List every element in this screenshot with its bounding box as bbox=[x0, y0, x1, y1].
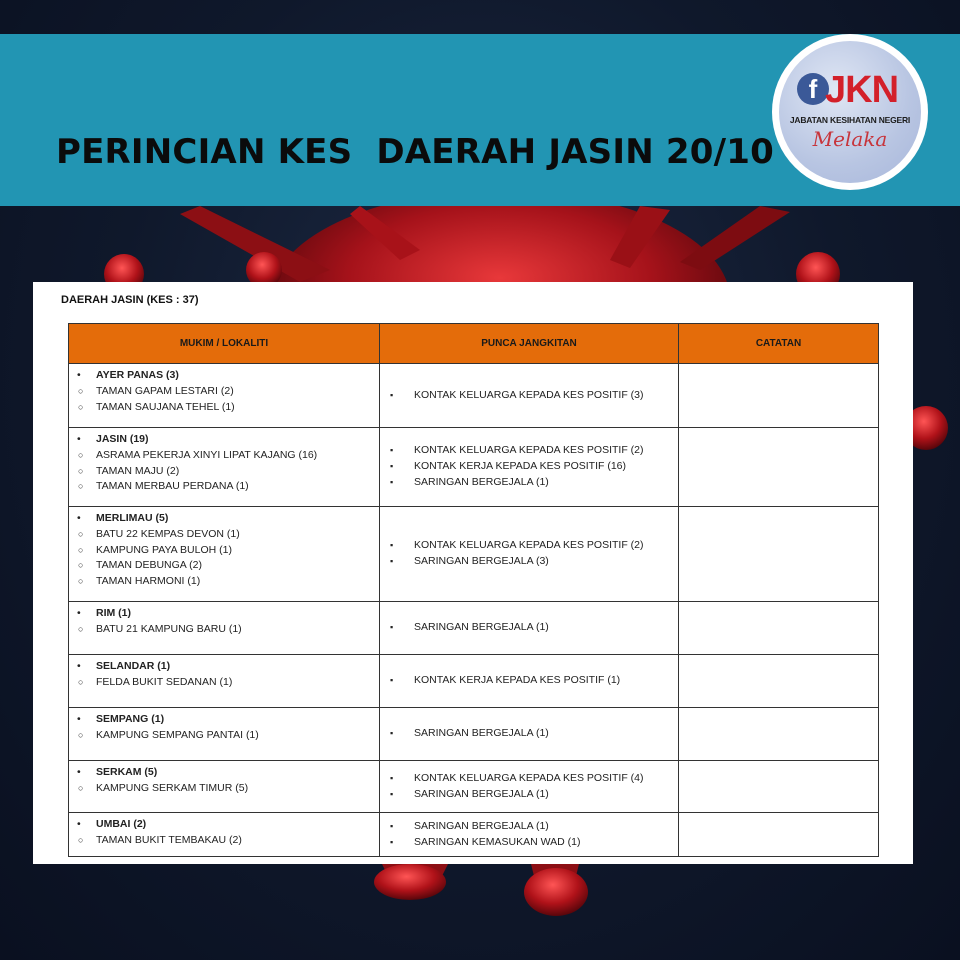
lokaliti-item bbox=[77, 384, 371, 400]
lokaliti-name: BATU 22 KEMPAS DEVON (1) bbox=[96, 527, 240, 540]
mukim-cell bbox=[69, 364, 380, 428]
table-row bbox=[69, 655, 879, 708]
punca-cell bbox=[380, 708, 679, 761]
lokaliti-name: TAMAN HARMONI (1) bbox=[96, 575, 201, 588]
logo-abbr: JKN bbox=[825, 69, 899, 111]
punca-text: KONTAK KELUARGA KEPADA KES POSITIF (2) bbox=[414, 539, 644, 552]
square-bullet-icon: ▪ bbox=[390, 675, 394, 686]
logo-state: Melaka bbox=[812, 127, 888, 151]
square-bullet-icon: ▪ bbox=[390, 820, 394, 831]
lokaliti-name: TAMAN DEBUNGA (2) bbox=[96, 559, 202, 572]
punca-text: SARINGAN BERGEJALA (1) bbox=[414, 819, 549, 832]
punca-cell bbox=[380, 761, 679, 813]
lokaliti-item bbox=[77, 448, 371, 464]
punca-item bbox=[388, 388, 670, 404]
square-bullet-icon: ▪ bbox=[390, 445, 394, 456]
punca-cell bbox=[380, 507, 679, 602]
mukim-name: SERKAM (5) bbox=[96, 766, 158, 778]
lokaliti-name: FELDA BUKIT SEDANAN (1) bbox=[96, 675, 233, 688]
mukim-name: SEMPANG (1) bbox=[96, 713, 165, 725]
circle-bullet-icon: ○ bbox=[78, 449, 84, 460]
punca-text: SARINGAN BERGEJALA (1) bbox=[414, 475, 549, 488]
bullet-icon: • bbox=[77, 766, 81, 778]
square-bullet-icon: ▪ bbox=[390, 556, 394, 566]
punca-text: KONTAK KERJA KEPADA KES POSITIF (16) bbox=[414, 460, 627, 473]
table-row bbox=[69, 364, 879, 428]
lokaliti-name: ASRAMA PEKERJA XINYI LIPAT KAJANG (16) bbox=[96, 448, 318, 461]
circle-bullet-icon: ○ bbox=[78, 834, 84, 845]
table-header-row bbox=[69, 324, 879, 364]
square-bullet-icon: ▪ bbox=[390, 476, 394, 487]
punca-item bbox=[388, 538, 670, 554]
punca-item bbox=[388, 620, 670, 636]
square-bullet-icon: ▪ bbox=[390, 772, 394, 783]
punca-text: SARINGAN KEMASUKAN WAD (1) bbox=[414, 835, 581, 848]
circle-bullet-icon: ○ bbox=[78, 481, 84, 492]
mukim-cell bbox=[69, 655, 380, 708]
lokaliti-name: TAMAN MERBAU PERDANA (1) bbox=[96, 480, 249, 493]
bullet-icon: • bbox=[77, 512, 81, 524]
circle-bullet-icon: ○ bbox=[78, 729, 84, 740]
square-bullet-icon: ▪ bbox=[390, 389, 394, 400]
mukim-line bbox=[77, 765, 371, 781]
mukim-cell bbox=[69, 507, 380, 602]
lokaliti-item bbox=[77, 675, 371, 691]
mukim-line bbox=[77, 817, 371, 833]
punca-item bbox=[388, 475, 670, 491]
catatan-cell bbox=[679, 761, 879, 813]
lokaliti-name: KAMPUNG SEMPANG PANTAI (1) bbox=[96, 728, 259, 741]
circle-bullet-icon: ○ bbox=[78, 385, 84, 396]
mukim-line bbox=[77, 712, 371, 728]
bullet-icon: • bbox=[77, 369, 81, 381]
punca-item bbox=[388, 554, 670, 570]
punca-text: SARINGAN BERGEJALA (1) bbox=[414, 621, 549, 634]
square-bullet-icon: ▪ bbox=[390, 540, 394, 551]
catatan-cell bbox=[679, 507, 879, 602]
catatan-cell bbox=[679, 655, 879, 708]
punca-item bbox=[388, 819, 670, 835]
mukim-line bbox=[77, 659, 371, 675]
lokaliti-item bbox=[77, 479, 371, 495]
mukim-cell bbox=[69, 602, 380, 655]
table-row bbox=[69, 813, 879, 857]
lokaliti-name: TAMAN BUKIT TEMBAKAU (2) bbox=[96, 833, 242, 846]
table-row bbox=[69, 708, 879, 761]
punca-text: KONTAK KELUARGA KEPADA KES POSITIF (4) bbox=[414, 771, 644, 784]
punca-text: SARINGAN BERGEJALA (3) bbox=[414, 555, 549, 567]
lokaliti-item bbox=[77, 464, 371, 480]
mukim-name: AYER PANAS (3) bbox=[96, 369, 179, 381]
lokaliti-name: TAMAN GAPAM LESTARI (2) bbox=[96, 384, 234, 397]
mukim-line bbox=[77, 606, 371, 622]
circle-bullet-icon: ○ bbox=[78, 401, 84, 412]
punca-item bbox=[388, 835, 670, 851]
lokaliti-name: BATU 21 KAMPUNG BARU (1) bbox=[96, 622, 242, 635]
punca-item bbox=[388, 726, 670, 742]
punca-item bbox=[388, 459, 670, 475]
mukim-line bbox=[77, 432, 371, 448]
circle-bullet-icon: ○ bbox=[78, 465, 84, 476]
document-heading: DAERAH JASIN (KES : 37) bbox=[61, 294, 199, 306]
lokaliti-item bbox=[77, 833, 371, 849]
mukim-name: MERLIMAU (5) bbox=[96, 512, 169, 524]
punca-cell bbox=[380, 602, 679, 655]
catatan-cell bbox=[679, 428, 879, 507]
punca-item bbox=[388, 771, 670, 787]
lokaliti-name: KAMPUNG SERKAM TIMUR (5) bbox=[96, 781, 249, 794]
table-body bbox=[69, 364, 879, 857]
table-row bbox=[69, 428, 879, 507]
catatan-cell bbox=[679, 364, 879, 428]
punca-item bbox=[388, 787, 670, 803]
lokaliti-name: TAMAN MAJU (2) bbox=[96, 464, 180, 477]
table-row bbox=[69, 761, 879, 813]
punca-item bbox=[388, 673, 670, 689]
punca-text: SARINGAN BERGEJALA (1) bbox=[414, 727, 549, 740]
bullet-icon: • bbox=[77, 607, 81, 619]
lokaliti-item bbox=[77, 400, 371, 416]
catatan-cell bbox=[679, 813, 879, 857]
bullet-icon: • bbox=[77, 433, 81, 445]
lokaliti-item bbox=[77, 728, 371, 744]
circle-bullet-icon: ○ bbox=[78, 544, 84, 555]
jkn-logo-badge bbox=[779, 41, 921, 183]
punca-cell bbox=[380, 813, 679, 857]
punca-text: KONTAK KELUARGA KEPADA KES POSITIF (2) bbox=[414, 444, 644, 457]
mukim-cell bbox=[69, 428, 380, 507]
lokaliti-name: KAMPUNG PAYA BULOH (1) bbox=[96, 543, 232, 556]
mukim-line bbox=[77, 368, 371, 384]
logo-name: JABATAN KESIHATAN NEGERI bbox=[789, 115, 911, 125]
lokaliti-item bbox=[77, 622, 371, 638]
mukim-name: RIM (1) bbox=[96, 607, 131, 619]
bullet-icon: • bbox=[77, 713, 81, 725]
table-row bbox=[69, 507, 879, 602]
circle-bullet-icon: ○ bbox=[78, 676, 84, 687]
case-table bbox=[68, 323, 879, 857]
punca-text: SARINGAN BERGEJALA (1) bbox=[414, 787, 549, 800]
facebook-icon: f bbox=[797, 73, 829, 105]
circle-bullet-icon: ○ bbox=[78, 560, 84, 571]
lokaliti-item bbox=[77, 558, 371, 574]
circle-bullet-icon: ○ bbox=[78, 576, 84, 587]
catatan-cell bbox=[679, 602, 879, 655]
bullet-icon: • bbox=[77, 660, 81, 672]
square-bullet-icon: ▪ bbox=[390, 461, 394, 472]
lokaliti-item bbox=[77, 527, 371, 543]
table-row bbox=[69, 602, 879, 655]
square-bullet-icon: ▪ bbox=[390, 836, 394, 847]
circle-bullet-icon: ○ bbox=[78, 623, 84, 634]
mukim-cell bbox=[69, 813, 380, 857]
lokaliti-name: TAMAN SAUJANA TEHEL (1) bbox=[96, 400, 235, 413]
square-bullet-icon: ▪ bbox=[390, 622, 394, 633]
column-header-catatan: CATATAN bbox=[679, 324, 879, 364]
punca-item bbox=[388, 443, 670, 459]
punca-cell bbox=[380, 428, 679, 507]
lokaliti-item bbox=[77, 781, 371, 797]
mukim-name: UMBAI (2) bbox=[96, 818, 147, 830]
punca-text: KONTAK KELUARGA KEPADA KES POSITIF (3) bbox=[414, 388, 644, 401]
case-document bbox=[33, 282, 913, 864]
square-bullet-icon: ▪ bbox=[390, 788, 394, 799]
square-bullet-icon: ▪ bbox=[390, 728, 394, 739]
circle-bullet-icon: ○ bbox=[78, 528, 84, 539]
circle-bullet-icon: ○ bbox=[78, 782, 84, 793]
column-header-mukim: MUKIM / LOKALITI bbox=[69, 324, 380, 364]
mukim-name: JASIN (19) bbox=[96, 433, 149, 445]
bullet-icon: • bbox=[77, 818, 81, 830]
catatan-cell bbox=[679, 708, 879, 761]
jkn-logo bbox=[772, 34, 928, 190]
mukim-cell bbox=[69, 761, 380, 813]
lokaliti-item bbox=[77, 543, 371, 559]
lokaliti-item bbox=[77, 574, 371, 590]
mukim-cell bbox=[69, 708, 380, 761]
punca-text: KONTAK KERJA KEPADA KES POSITIF (1) bbox=[414, 674, 621, 687]
mukim-name: SELANDAR (1) bbox=[96, 660, 171, 672]
punca-cell bbox=[380, 364, 679, 428]
punca-cell bbox=[380, 655, 679, 708]
mukim-line bbox=[77, 511, 371, 527]
column-header-punca: PUNCA JANGKITAN bbox=[380, 324, 679, 364]
page-title: PERINCIAN KES DAERAH JASIN 20/10 bbox=[56, 132, 774, 172]
